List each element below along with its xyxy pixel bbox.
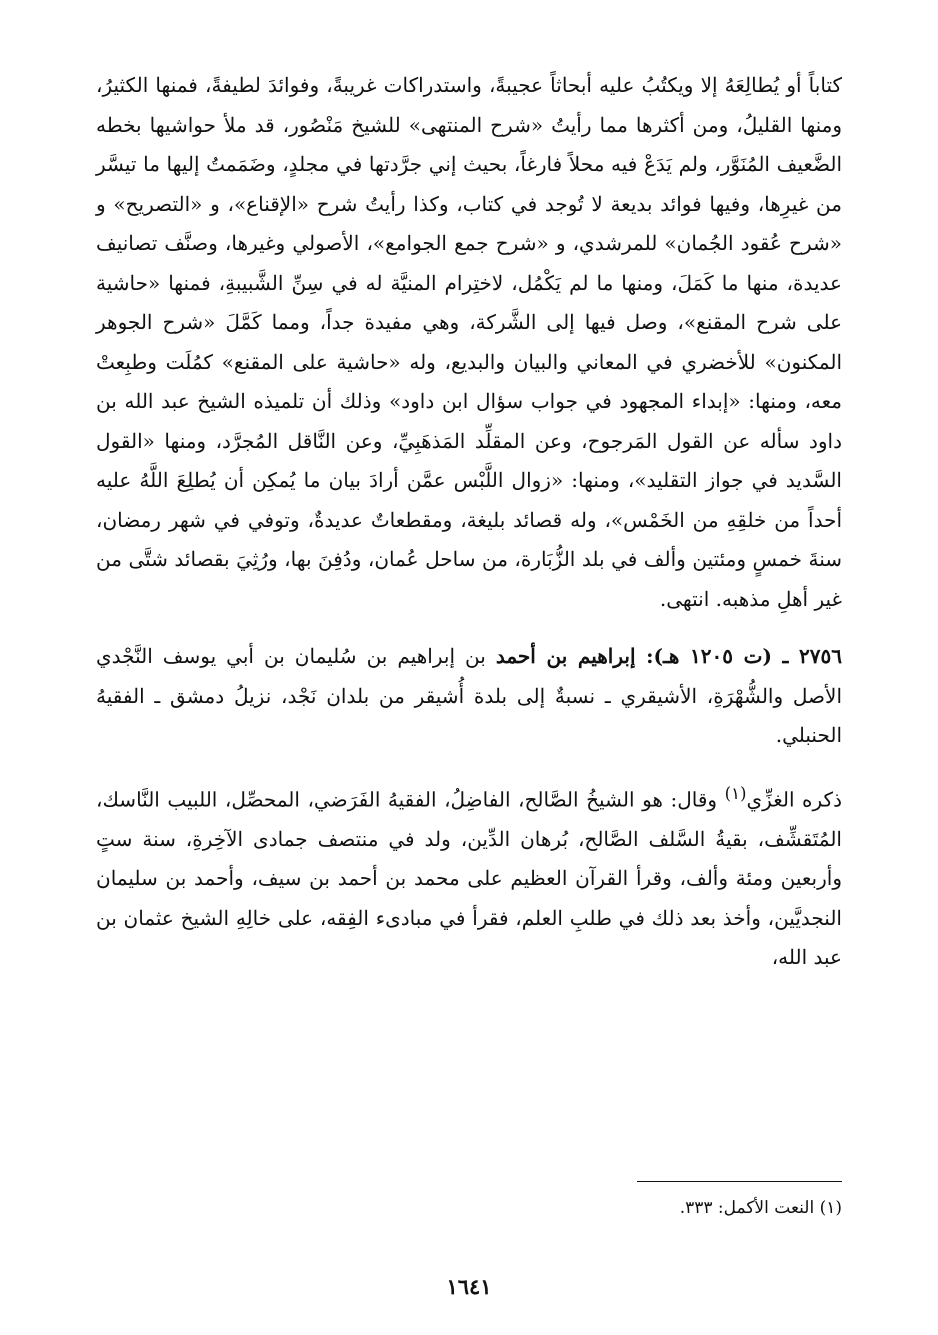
biography-lead: ذكره الغزِّي xyxy=(746,787,842,812)
biography-paragraph xyxy=(96,774,842,978)
entry-heading: ٢٧٥٦ ـ (ت ١٢٠٥ هـ): إبراهيم بن أحمد xyxy=(495,644,842,668)
footnote-reference: (١) xyxy=(724,783,747,803)
entry-description: يوسف النَّجْدي الأصل والشُّهْرَةِ، الأشيقري ـ نسبةٌ إلى بلدة أُشيقر من بلدان نَجْد، نزيلُ دمشق ـ الفقيهُ الحنبلي. xyxy=(96,644,842,747)
footnote: (١) النعت الأكمل: ٣٣٣. xyxy=(679,1198,842,1218)
biography-continuation-paragraph: كتاباً أو يُطالِعَهُ إلا ويكتُبُ عليه أبحاثاً عجيبةً، واستدراكات غريبةً، وفوائدَ لطيفةً، فمنها الكثيرُ، ومنها القليلُ، ومن أكثرها مما رأيتُ «شرح المنتهى» للشيخ مَنْصُور، قد ملأ حواشيها بخطه الضَّعيف المُنَوَّر، ولم يَدَعْ فيه محلاً فارغاً، بحيث إني جرَّدتها في مجلدٍ، وضَمَمتُ إليها ما تيسَّر من غيرِها، وفيها فوائد بديعة لا تُوجد في كتاب، وكذا رأيتُ شرح «الإقناع»، و «التصريح» و «شرح عُقود الجُمان» للمرشدي، و «شرح جمع الجوامع»، الأصولي وغيرها، وصنَّف تصانيف عديدة، منها ما كَمَلَ، ومنها ما لم يَكْمُل، لاختِرام المنيَّة له في سِنِّ الشَّبيبةِ، فمنها «حاشية على شرح المقنع»، وصل فيها إلى الشَّركة، وهي مفيدة جداً، ومما كَمَّلَ «شرح الجوهر المكنون» للأخضري في المعاني والبيان والبديع، وله «حاشية على المقنع» كمُلَت وطبِعتْ معه، ومنها: «إبداء المجهود في جواب سؤال ابن داود» وذلك أن تلميذه الشيخ عبد الله بن داود سأله عن القول المَرجوح، وعن المقلِّد المَذهَبِيِّ، وعن النَّاقل المُجرَّد، ومنها «القول السَّديد في جواز التقليد»، ومنها: «زوال اللَّبْس عمَّن أرادَ بيان ما يُمكِن أن يُطلِعَ اللَّهُ عليه أحداً من خلقِهِ من الخَمْس»، وله قصائد بليغة، ومقطعاتٌ عديدةٌ، وتوفي في شهر رمضان، سنةَ خمسٍ ومئتين وألف في بلد الزُّبَارة، من ساحل عُمان، ودُفِنَ بها، ورُثِيَ بقصائد شتَّى من غير أهلِ مذهبه. انتهى. xyxy=(96,73,843,611)
footnote-divider xyxy=(637,1181,842,1182)
biography-body: وقال: هو الشيخُ الصَّالح، الفاضِلُ، الفقيهُ الفَرَضي، المحصِّل، اللبيب النَّاسك، المُتَقشِّف، بقيةُ السَّلف الصَّالح، بُرهان الدِّين، ولد في منتصف جمادى الآخِرةِ، سنة ستٍ وأربعين ومئة وألف، وقرأ القرآن العظيم على محمد بن أحمد بن سيف، وأحمد بن سليمان النجديَّين، وأخذ بعد ذلك في طلبِ العلم، فقرأ في مبادىء الفِقه، على خالِهِ الشيخ عثمان بن عبد الله، xyxy=(96,787,842,970)
page xyxy=(96,66,842,1335)
entry-lineage: بن إبراهيم بن سُليمان بن أبي xyxy=(216,644,496,668)
entry-2756-paragraph xyxy=(96,637,842,756)
page-number: ١٦٤١ xyxy=(446,1274,492,1299)
